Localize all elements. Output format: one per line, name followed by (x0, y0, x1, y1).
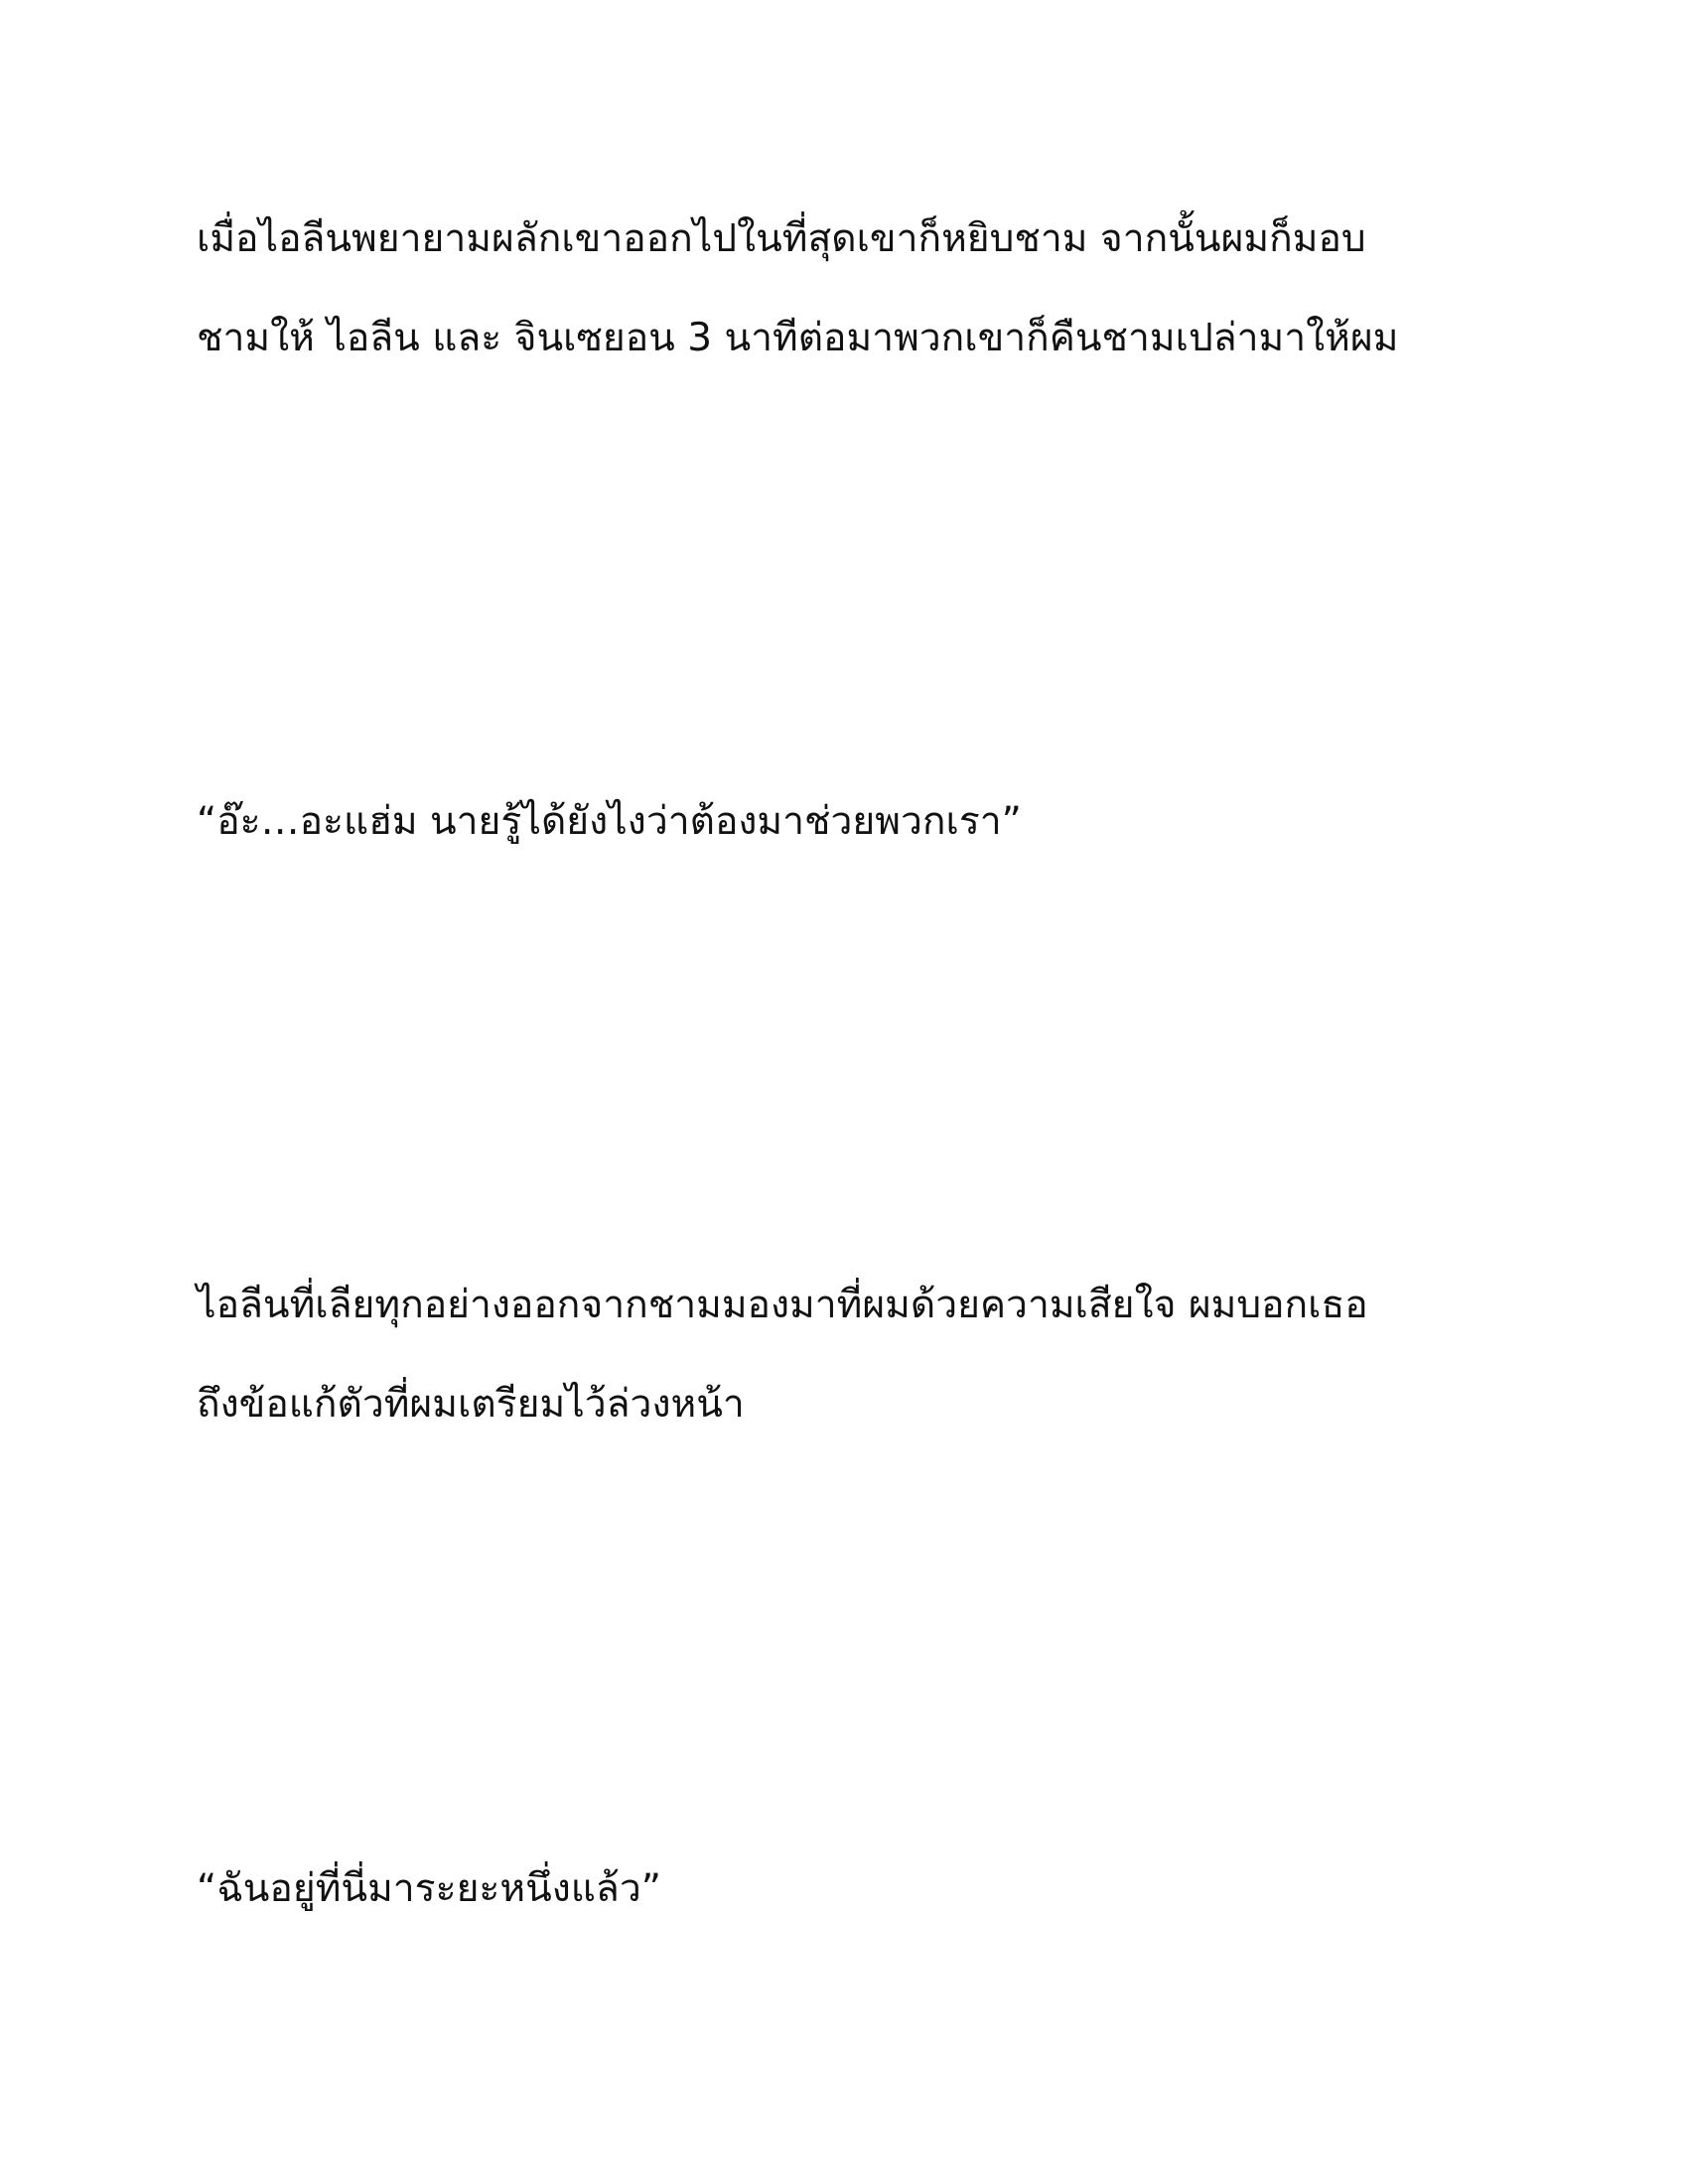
dialogue-line-2: “ฉันอยู่ที่นี่มาระยะหนึ่งแล้ว” (197, 1866, 661, 1911)
paragraph-3-line-1: ไอลีนที่เลียทุกอย่างออกจากชามมองมาที่ผมด้วยความเสียใจ ผมบอกเธอ (197, 1283, 1368, 1327)
paragraph-1-line-1: เมื่อไอลีนพยายามผลักเขาออกไปในที่สุดเขาก็หยิบชาม จากนั้นผมก็มอบ (197, 216, 1366, 261)
paragraph-1-line-2: ชามให้ ไอลีน และ จินเซยอน 3 นาทีต่อมาพวกเขาก็คืนชามเปล่ามาให้ผม (197, 316, 1399, 360)
paragraph-3-line-2: ถึงข้อแก้ตัวที่ผมเตรียมไว้ล่วงหน้า (197, 1382, 745, 1427)
dialogue-line-1: “อ๊ะ…อะแฮ่ม นายรู้ได้ยังไงว่าต้องมาช่วยพวกเรา” (197, 799, 1022, 844)
